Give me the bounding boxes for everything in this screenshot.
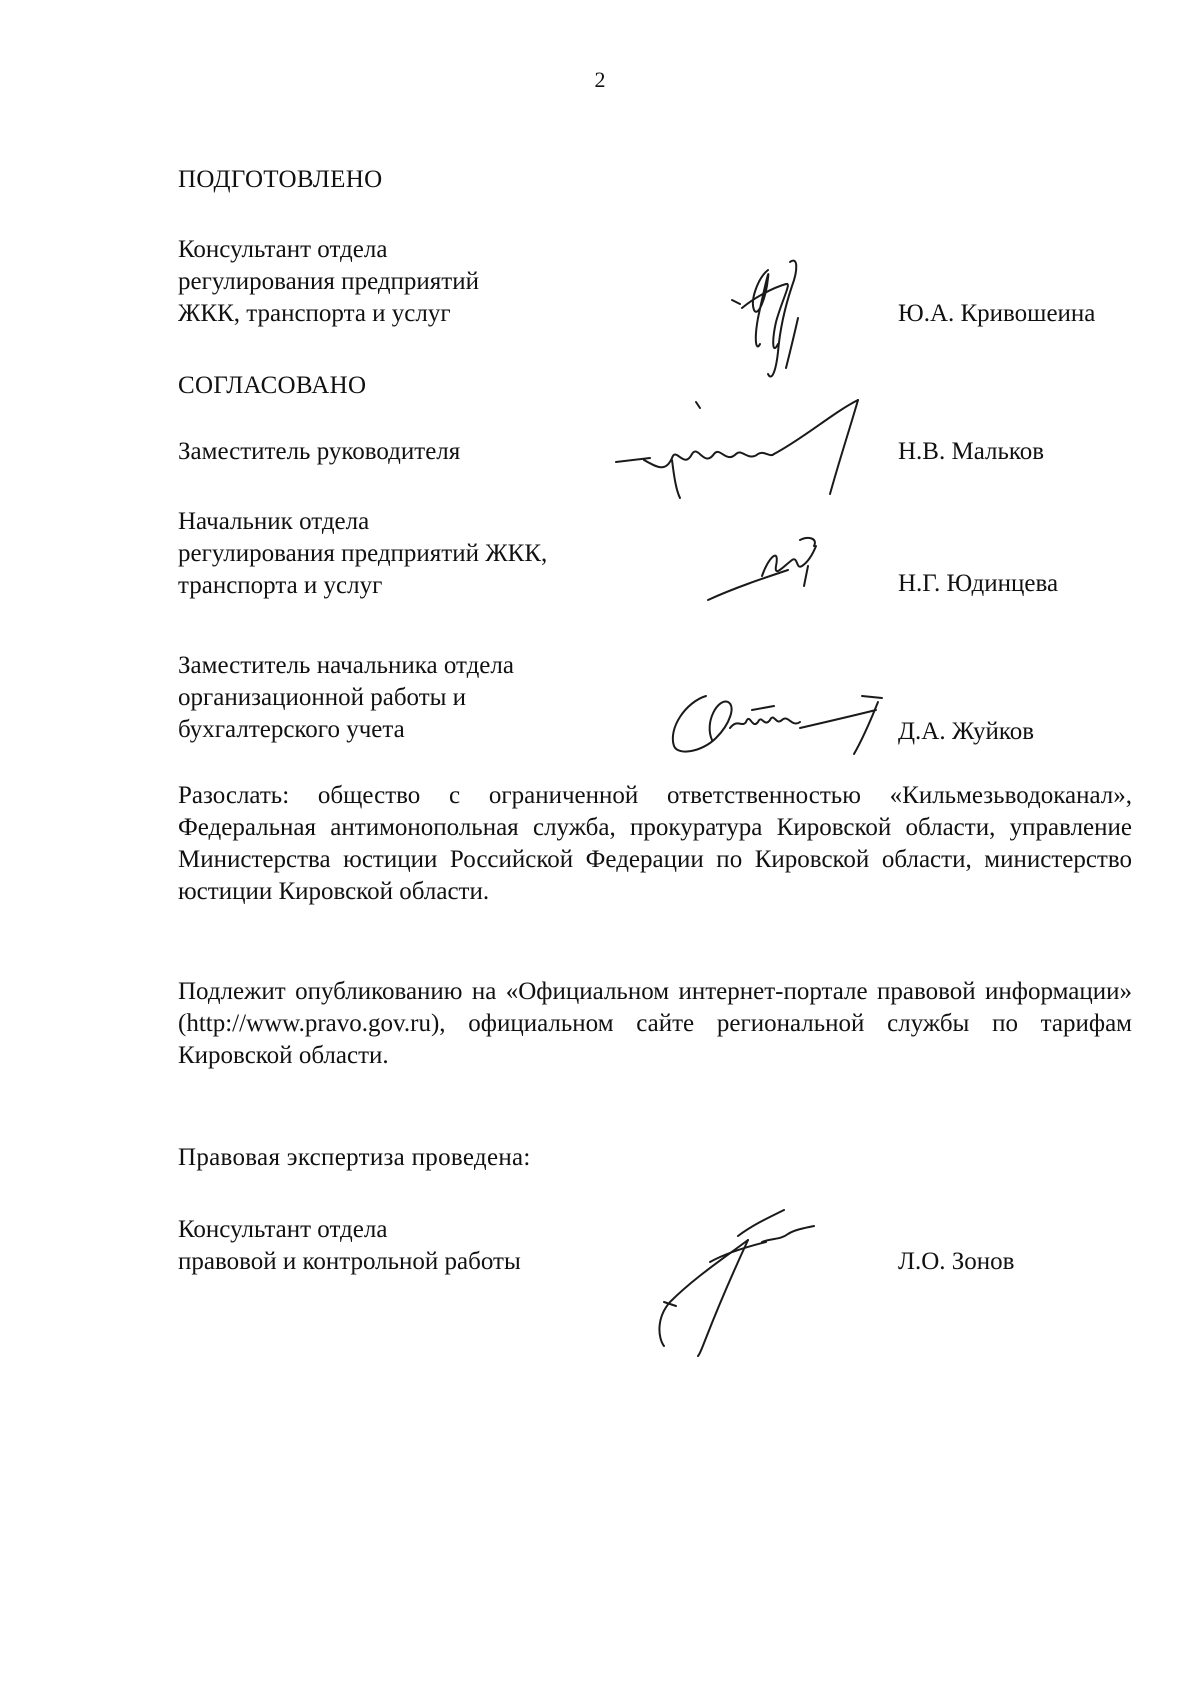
position-line: регулирования предприятий ЖКК, xyxy=(178,540,548,567)
signer-name: Д.А. Жуйков xyxy=(898,718,1035,745)
signer-name: Н.В. Мальков xyxy=(898,438,1045,465)
signature-zonov xyxy=(654,1206,844,1356)
agreed-position-2 xyxy=(178,506,547,602)
prepared-position xyxy=(178,234,479,330)
position-line: регулирования предприятий xyxy=(178,268,479,295)
legal-review-heading: Правовая экспертиза проведена: xyxy=(178,1144,531,1171)
position-line: транспорта и услуг xyxy=(178,572,383,599)
signer-name: Н.Г. Юдинцева xyxy=(898,570,1059,597)
position-line: ЖКК, транспорта и услуг xyxy=(178,300,451,327)
position-line: Консультант отдела xyxy=(178,236,388,263)
prepared-heading: ПОДГОТОВЛЕНО xyxy=(178,166,383,193)
position-line: Консультант отдела xyxy=(178,1216,388,1243)
agreed-position-3 xyxy=(178,650,514,746)
signature-krivosheina xyxy=(728,248,818,388)
position-line: правовой и контрольной работы xyxy=(178,1248,521,1275)
publication-paragraph: Подлежит опубликованию на «Официальном интернет-портале правовой информации» (http://www.pravo.gov.ru), официальном сайте региональной службы по тарифам Кировской области. xyxy=(178,978,1132,1069)
signer-name: Ю.А. Кривошеина xyxy=(898,300,1096,327)
agreed-position-1 xyxy=(178,436,460,468)
signature-malkov xyxy=(614,398,874,508)
signature-zhuikov xyxy=(666,688,896,758)
position-line: Заместитель начальника отдела xyxy=(178,652,514,679)
signer-name: Л.О. Зонов xyxy=(898,1248,1015,1275)
position-line: бухгалтерского учета xyxy=(178,716,405,743)
position-line: Начальник отдела xyxy=(178,508,370,535)
page-number: 2 xyxy=(594,67,606,92)
position-line: Заместитель руководителя xyxy=(178,438,461,465)
distribution-paragraph: Разослать: общество с ограниченной ответственностью «Кильмезьводоканал», Федеральная антимонопольная служба, прокуратура Кировской области, управление Министерства юстиции Российской Федерации по Кировской области, министерство юстиции Кировской области. xyxy=(178,782,1132,905)
agreed-heading: СОГЛАСОВАНО xyxy=(178,372,367,399)
position-line: организационной работы и xyxy=(178,684,467,711)
signature-yudintseva xyxy=(704,536,834,606)
legal-review-position xyxy=(178,1214,521,1278)
